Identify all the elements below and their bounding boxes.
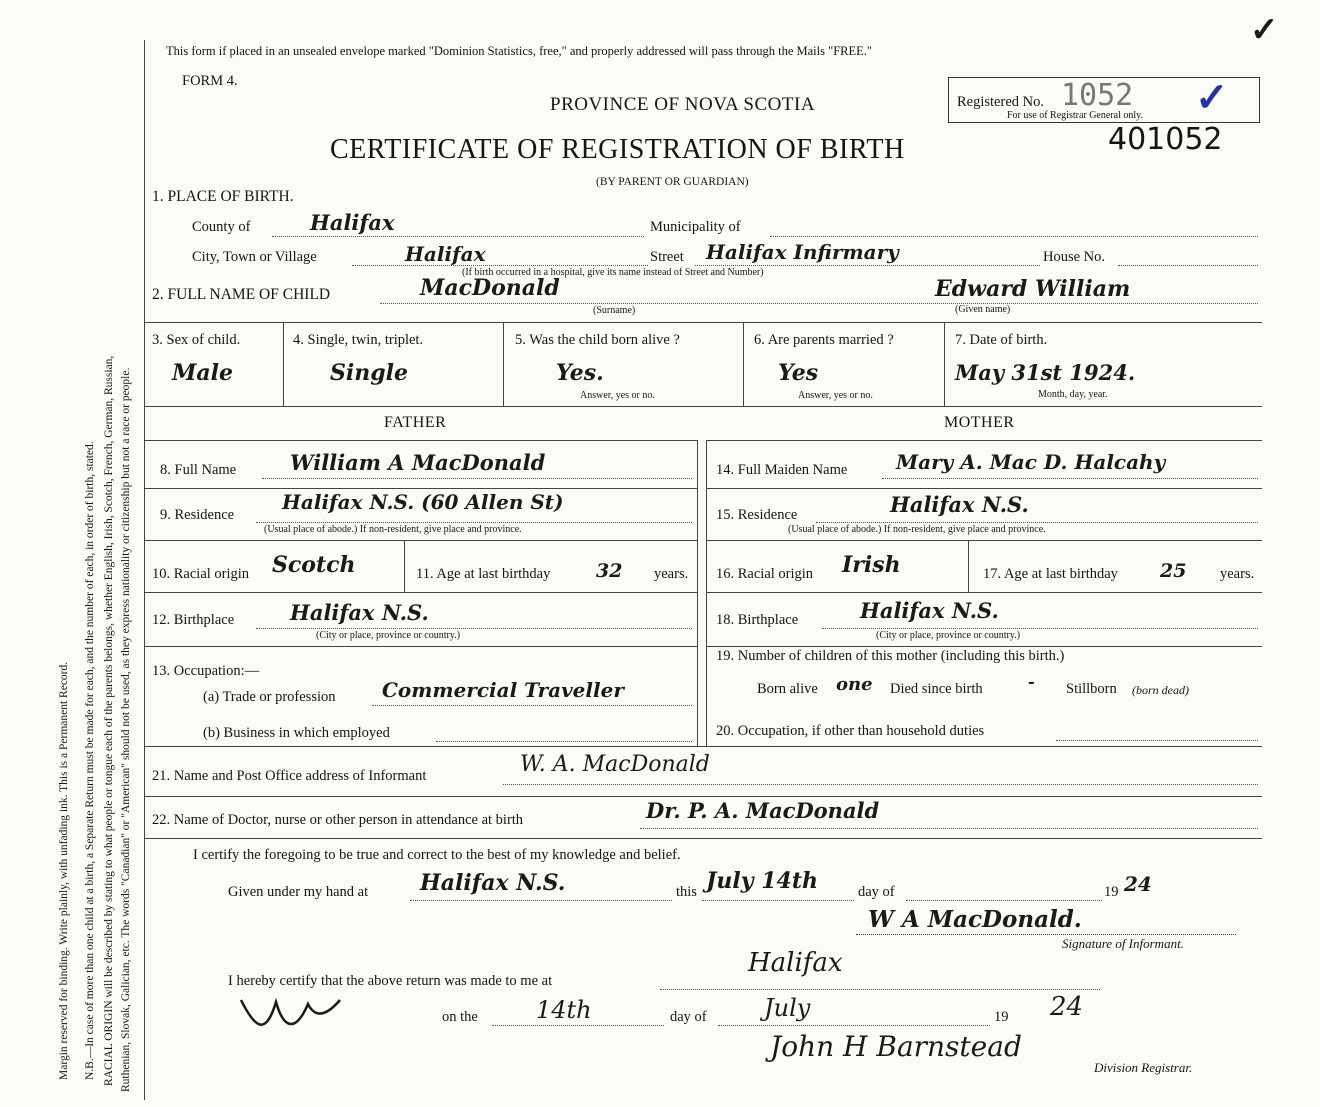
place-of-birth-label: 1. PLACE OF BIRTH. — [152, 188, 294, 205]
given-place-line — [410, 900, 672, 901]
father-row-rule-3 — [144, 592, 697, 593]
mother-occupation-label: 20. Occupation, if other than household duties — [716, 723, 985, 739]
informant-value: W. A. MacDonald — [520, 752, 710, 777]
this-day-value: July 14th — [706, 868, 818, 894]
mother-row-rule-4 — [706, 646, 1262, 647]
mother-birthplace-value: Halifax N.S. — [860, 598, 999, 623]
col-divider-1 — [283, 322, 284, 406]
county-value: Halifax — [310, 210, 395, 235]
father-age-unit: years. — [654, 566, 689, 582]
died-since-birth-label: Died since birth — [890, 681, 983, 697]
col-divider-3 — [743, 322, 744, 406]
racial-origin-note-2: Ruthenian, Slovak, Galician, etc. The words "Canadian" or "American" should not be used, as they express nationality or citizenship but not a race or people. — [120, 367, 132, 1092]
mother-racial-label: 16. Racial origin — [716, 566, 814, 582]
day-of-label: day of — [858, 884, 895, 900]
doctor-line — [640, 828, 1258, 829]
father-name-line — [262, 478, 692, 479]
col-divider-4 — [944, 322, 945, 406]
year-value: 24 — [1124, 872, 1152, 896]
born-alive-count-value: one — [836, 674, 873, 695]
father-racial-value: Scotch — [272, 552, 356, 578]
row-divider-top — [144, 322, 1262, 323]
on-the-value: 14th — [536, 996, 592, 1024]
mother-heading: MOTHER — [944, 414, 1015, 431]
dob-caption: Month, day, year. — [1038, 389, 1108, 400]
form-number: FORM 4. — [182, 73, 238, 89]
street-value: Halifax Infirmary — [706, 240, 899, 264]
father-birthplace-value: Halifax N.S. — [290, 600, 429, 625]
registrar-signature-caption: Division Registrar. — [1094, 1060, 1193, 1075]
sex-label: 3. Sex of child. — [152, 332, 241, 348]
registrar-signature: John H Barnstead — [770, 1030, 1022, 1063]
mother-birthplace-caption: (City or place, province or country.) — [876, 630, 1021, 641]
father-age-value: 32 — [596, 560, 623, 582]
binding-note: Margin reserved for binding. Write plainly, with unfading ink. This is a Permanent Record. — [58, 661, 70, 1080]
house-number-label: House No. — [1043, 249, 1106, 265]
on-the-label: on the — [442, 1009, 478, 1025]
parents-center-divider-left — [697, 440, 698, 746]
month-line-2 — [718, 1025, 990, 1026]
father-row-rule-4 — [144, 646, 697, 647]
row-divider-parents — [144, 406, 1262, 407]
father-business-line — [436, 741, 692, 742]
sex-value: Male — [172, 360, 233, 386]
father-name-value: William A MacDonald — [290, 450, 546, 475]
parents-married-label: 6. Are parents married ? — [754, 332, 894, 348]
father-business-label: (b) Business in which employed — [203, 725, 390, 741]
plurality-label: 4. Single, twin, triplet. — [293, 332, 424, 348]
child-name-line — [380, 303, 1258, 304]
mother-age-unit: years. — [1220, 566, 1255, 582]
mother-residence-label: 15. Residence — [716, 507, 798, 523]
on-the-line — [492, 1025, 664, 1026]
mother-age-label: 17. Age at last birthday — [983, 566, 1118, 582]
informant-signature-line — [856, 934, 1236, 935]
col-divider-2 — [503, 322, 504, 406]
check-mark-blue: ✓ — [1195, 74, 1229, 121]
street-line — [695, 265, 1040, 266]
check-mark-corner: ✓ — [1250, 10, 1279, 50]
mother-row-rule-3 — [706, 592, 1262, 593]
certificate-title: CERTIFICATE OF REGISTRATION OF BIRTH — [330, 134, 905, 165]
stillborn-note: (born dead) — [1132, 683, 1189, 697]
registrar-place-value: Halifax — [748, 948, 843, 978]
city-line — [352, 265, 648, 266]
father-occupation-label: 13. Occupation:— — [152, 663, 260, 679]
parents-center-divider-right — [706, 440, 707, 746]
father-heading-rule — [144, 440, 697, 441]
father-birthplace-line — [256, 628, 692, 629]
given-place-value: Halifax N.S. — [420, 870, 566, 896]
child-name-label: 2. FULL NAME OF CHILD — [152, 286, 331, 303]
father-row-rule-1 — [144, 488, 697, 489]
certification-statement: I certify the foregoing to be true and correct to the best of my knowledge and belief. — [193, 847, 681, 863]
mother-racial-value: Irish — [842, 552, 901, 578]
house-number-line — [1118, 265, 1258, 266]
county-label: County of — [192, 219, 251, 235]
year-value-2: 24 — [1050, 992, 1084, 1022]
parents-bottom-rule — [144, 746, 1262, 747]
informant-signature-caption: Signature of Informant. — [1062, 936, 1184, 951]
binding-margin-line — [144, 40, 145, 1100]
mother-row-rule-2 — [706, 540, 1262, 541]
father-birthplace-caption: (City or place, province or country.) — [316, 630, 461, 641]
born-alive-value: Yes. — [556, 360, 604, 386]
year-prefix-2: 19 — [994, 1009, 1009, 1025]
mother-residence-line — [816, 522, 1258, 523]
father-name-label: 8. Full Name — [160, 462, 237, 478]
racial-origin-note-1: RACIAL ORIGIN will be described by stating to what people or tongue each of the parents belongs, whether English, Irish, Scotch, French, German, Russian, — [103, 355, 115, 1086]
informant-line — [503, 784, 1258, 785]
father-residence-line — [256, 522, 692, 523]
mother-row-rule-1 — [706, 488, 1262, 489]
mother-name-value: Mary A. Mac D. Halcahy — [896, 450, 1166, 474]
dob-value: May 31st 1924. — [955, 360, 1136, 385]
mother-residence-value: Halifax N.S. — [890, 492, 1029, 517]
father-trade-label: (a) Trade or profession — [203, 689, 336, 705]
registrar-statement: I hereby certify that the above return was made to me at — [228, 973, 553, 989]
day-of-label-2: day of — [670, 1009, 707, 1025]
mother-birthplace-label: 18. Birthplace — [716, 612, 799, 628]
this-label: this — [676, 884, 697, 900]
father-trade-value: Commercial Traveller — [382, 678, 624, 702]
parents-married-value: Yes — [778, 360, 819, 386]
father-racial-label: 10. Racial origin — [152, 566, 250, 582]
street-label: Street — [650, 249, 684, 265]
died-since-birth-value: - — [1028, 672, 1035, 691]
father-trade-line — [372, 705, 692, 706]
this-day-line — [702, 900, 854, 901]
municipality-label: Municipality of — [650, 219, 741, 235]
father-residence-label: 9. Residence — [160, 507, 235, 523]
mother-occupation-line — [1056, 740, 1258, 741]
certificate-subtitle: (BY PARENT OR GUARDIAN) — [596, 176, 749, 188]
registrar-month-value: July — [764, 994, 811, 1022]
mail-note: This form if placed in an unsealed envelope marked "Dominion Statistics, free," and properly addressed will pass through the Mails "FREE." — [166, 44, 873, 58]
given-name-caption: (Given name) — [955, 304, 1011, 315]
registrar-flourish — [236, 990, 346, 1040]
multiple-births-note: N.B.—In case of more than one child at a birth, a Separate Return must be made for each, and the number of each, in order of birth, stated. — [84, 441, 96, 1080]
father-residence-value: Halifax N.S. (60 Allen St) — [282, 490, 564, 514]
born-alive-count-label: Born alive — [757, 681, 818, 697]
registrar-place-line — [660, 989, 1100, 990]
parents-married-caption: Answer, yes or no. — [798, 390, 873, 401]
father-heading: FATHER — [384, 414, 447, 431]
born-alive-label: 5. Was the child born alive ? — [515, 332, 680, 348]
registered-label: Registered No. — [957, 94, 1044, 110]
mother-heading-rule — [706, 440, 1262, 441]
province-heading: PROVINCE OF NOVA SCOTIA — [550, 94, 816, 115]
mother-residence-caption: (Usual place of abode.) If non-resident, give place and province. — [788, 524, 1046, 535]
informant-label: 21. Name and Post Office address of Informant — [152, 768, 427, 784]
city-value: Halifax — [405, 242, 486, 266]
doctor-value: Dr. P. A. MacDonald — [646, 798, 880, 823]
doctor-label: 22. Name of Doctor, nurse or other person in attendance at birth — [152, 812, 524, 828]
mother-birthplace-line — [822, 628, 1258, 629]
given-under-hand-label: Given under my hand at — [228, 884, 369, 900]
city-label: City, Town or Village — [192, 249, 317, 265]
father-birthplace-label: 12. Birthplace — [152, 612, 235, 628]
stamped-number: 401052 — [1108, 122, 1223, 157]
registrar-note: For use of Registrar General only. — [1007, 110, 1143, 121]
month-line — [906, 900, 1102, 901]
father-residence-caption: (Usual place of abode.) If non-resident, give place and province. — [264, 524, 522, 535]
year-prefix: 19 — [1104, 884, 1119, 900]
father-age-label: 11. Age at last birthday — [416, 566, 551, 582]
mother-children-label: 19. Number of children of this mother (including this birth.) — [716, 648, 1065, 664]
mother-racial-age-divider — [968, 540, 969, 592]
surname-caption: (Surname) — [593, 305, 636, 316]
mother-name-label: 14. Full Maiden Name — [716, 462, 848, 478]
dob-label: 7. Date of birth. — [955, 332, 1048, 348]
stillborn-label: Stillborn — [1066, 681, 1117, 697]
municipality-line — [770, 236, 1258, 237]
born-alive-caption: Answer, yes or no. — [580, 390, 655, 401]
county-line — [272, 236, 644, 237]
informant-rule — [144, 796, 1262, 797]
doctor-rule — [144, 838, 1262, 839]
informant-signature: W A MacDonald. — [868, 906, 1082, 933]
hospital-note: (If birth occurred in a hospital, give its name instead of Street and Number) — [462, 267, 764, 278]
mother-name-line — [882, 478, 1258, 479]
mother-age-value: 25 — [1160, 560, 1187, 582]
registered-number: 1052 — [1061, 78, 1134, 113]
plurality-value: Single — [330, 360, 408, 386]
father-racial-age-divider — [404, 540, 405, 592]
child-surname-value: MacDonald — [420, 275, 560, 301]
father-row-rule-2 — [144, 540, 697, 541]
child-given-value: Edward William — [935, 276, 1131, 302]
